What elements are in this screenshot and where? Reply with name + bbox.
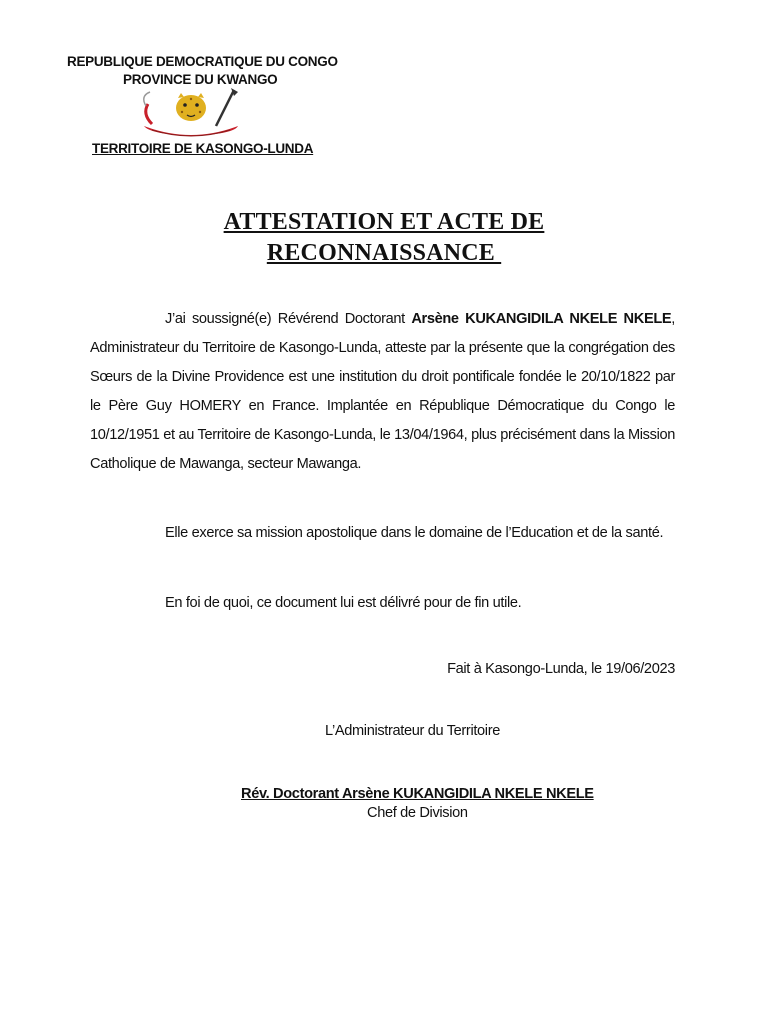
place-and-date: Fait à Kasongo-Lunda, le 19/06/2023	[447, 661, 675, 677]
authority-title: L’Administrateur du Territoire	[325, 723, 500, 739]
signatory-name: Rév. Doctorant Arsène KUKANGIDILA NKELE NKELE	[241, 786, 594, 802]
paragraph-1-rest: , Administrateur du Territoire de Kasongo-Lunda, atteste par la présente que la congrégation des Sœurs de la Divine Providence est une institution du droit pontificale fondée le 20/10/1822 par le Père Guy HOMERY en France. Implantée en République Démocratique du Congo le 10/12/1951 et au Territoire de Kasongo-Lunda, le 13/04/1964, plus précisément dans la Mission Catholique de Mawanga, secteur Mawanga.	[90, 311, 675, 472]
header-territory: TERRITOIRE DE KASONGO-LUNDA	[92, 141, 314, 156]
header-province: PROVINCE DU KWANGO	[123, 72, 278, 87]
document-title-line2: RECONNAISSANCE	[266, 240, 502, 266]
document-title-line1: ATTESTATION ET ACTE DE	[223, 209, 545, 235]
paragraph-2-text: Elle exerce sa mission apostolique dans le domaine de l’Education et de la santé.	[165, 525, 664, 541]
signatory-role: Chef de Division	[367, 805, 468, 821]
administrator-name: Arsène KUKANGIDILA NKELE NKELE	[411, 311, 672, 327]
paragraph-3-text: En foi de quoi, ce document lui est délivré pour de fin utile.	[165, 595, 522, 611]
coat-of-arms-emblem	[138, 86, 244, 140]
paragraph-1-lead: J’ai soussigné(e) Révérend Doctorant	[165, 311, 412, 327]
paragraph-1	[90, 305, 675, 479]
paragraph-2	[90, 519, 675, 548]
paragraph-3	[90, 589, 675, 618]
header-republic: REPUBLIQUE DEMOCRATIQUE DU CONGO	[67, 54, 338, 69]
